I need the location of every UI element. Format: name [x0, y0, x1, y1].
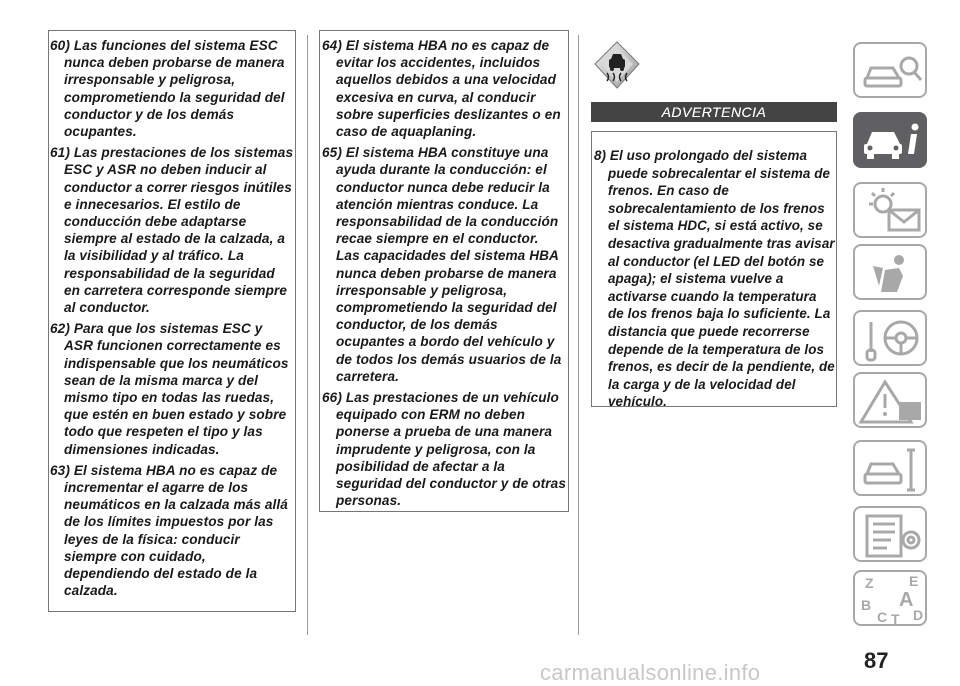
warning-heading: ADVERTENCIA: [591, 102, 837, 122]
warning-note-8: 8) El uso prolongado del sistema puede sobrecalentar el sistema de frenos. En caso de sobrecalentamiento de los frenos el sistema HDC, si está activo, se desactiva gradualmente tras avisar al conductor (el LED del botón se apaga); el sistema vuelve a activarse cuando la temperatura de los frenos baja lo suficiente. La distancia que puede recorrerse depende de la temperatura de los frenos, es decir de la pendiente, de la carga y de la velocidad del vehículo.: [594, 148, 835, 410]
tab-key-steering[interactable]: [853, 310, 927, 366]
page-number: 87: [864, 648, 889, 673]
airbag-seat-icon: [855, 246, 929, 302]
warning-text-block: [594, 147, 836, 415]
alphabet-letter-c: C: [877, 609, 888, 625]
note-66: 66) Las prestaciones de un vehículo equipado con ERM no deben ponerse a prueba de una manera imprudente y peligrosa, con la posibilidad de afectar a la seguridad del conductor y de otras personas.: [322, 390, 567, 509]
alphabet-letter-a: A: [899, 589, 914, 611]
tab-technical-data[interactable]: [853, 506, 927, 562]
tab-airbag-seat[interactable]: [853, 244, 927, 300]
column1: [50, 37, 294, 604]
tab-emergency[interactable]: [853, 372, 927, 428]
tab-car-service[interactable]: [853, 440, 927, 496]
alphabet-letter-b: B: [861, 597, 872, 613]
emergency-icon: [855, 374, 929, 430]
note-64: 64) El sistema HBA no es capaz de evitar los accidentes, incluidos aquellos debidos a una velocidad excesiva en curva, al conducir sobre superficies deslizantes o en caso de aquaplaning.: [322, 38, 561, 140]
note-65: 65) El sistema HBA constituye una ayuda durante la conducción: el conductor nunca debe reducir la atención mientras conduce. La responsabilidad de la conducción recae siempre en el conductor. Las capacidades del sistema HBA nunca deben probarse de manera irresponsable y peligrosa, comprometiendo la seguridad del conductor, de los demás ocupantes a bordo del vehículo y de todos los demás usuarios de la carretera.: [322, 145, 562, 384]
alphabetical-index-icon: [855, 572, 929, 628]
tab-alphabetical-index[interactable]: [853, 570, 927, 626]
car-service-icon: [855, 442, 929, 498]
alphabet-letter-e: E: [909, 573, 919, 589]
car-search-icon: [855, 44, 929, 100]
alphabet-letter-t: T: [891, 611, 900, 627]
alphabet-letter-z: Z: [865, 575, 874, 591]
note-63: 63) El sistema HBA no es capaz de incrementar el agarre de los neumáticos en la calzada más allá de los límites impuestos por las leyes de la física: conducir siempre con cuidado, dependiendo del estado de la calzada.: [50, 462, 288, 599]
key-steering-icon: [855, 312, 929, 368]
skidding-car-warning-icon: [593, 40, 641, 90]
technical-data-icon: [855, 508, 929, 564]
column2: [322, 37, 566, 513]
alphabet-letter-d: D: [913, 607, 924, 623]
column-divider-1: [307, 35, 308, 635]
tab-car-info[interactable]: [853, 112, 927, 168]
tab-car-search[interactable]: [853, 42, 927, 98]
column-divider-2: [578, 35, 579, 635]
tab-lights-message[interactable]: [853, 182, 927, 238]
note-61: 61) Las prestaciones de los sistemas ESC y ASR no deben inducir al conductor a correr riesgos inútiles e innecesarios. El estilo de conducción debe adaptarse siempre al estado de la calzada, a la visibilidad y al tráfico. La responsabilidad de la seguridad en carretera corresponde siempre al conductor.: [50, 145, 294, 316]
lights-message-icon: [855, 184, 929, 240]
watermark: carmanualsonline.info: [540, 660, 761, 685]
note-62: 62) Para que los sistemas ESC y ASR funcionen correctamente es indispensable que los neumáticos sean de la misma marca y del mismo tipo en todas las ruedas, que estén en buen estado y sobre todo que respeten el tipo y las dimensiones indicadas.: [50, 321, 289, 457]
note-60: 60) Las funciones del sistema ESC nunca deben probarse de manera irresponsable y peligrosa, comprometiendo la seguridad del conductor y de los demás ocupantes.: [50, 38, 285, 140]
car-info-icon: [855, 114, 929, 170]
